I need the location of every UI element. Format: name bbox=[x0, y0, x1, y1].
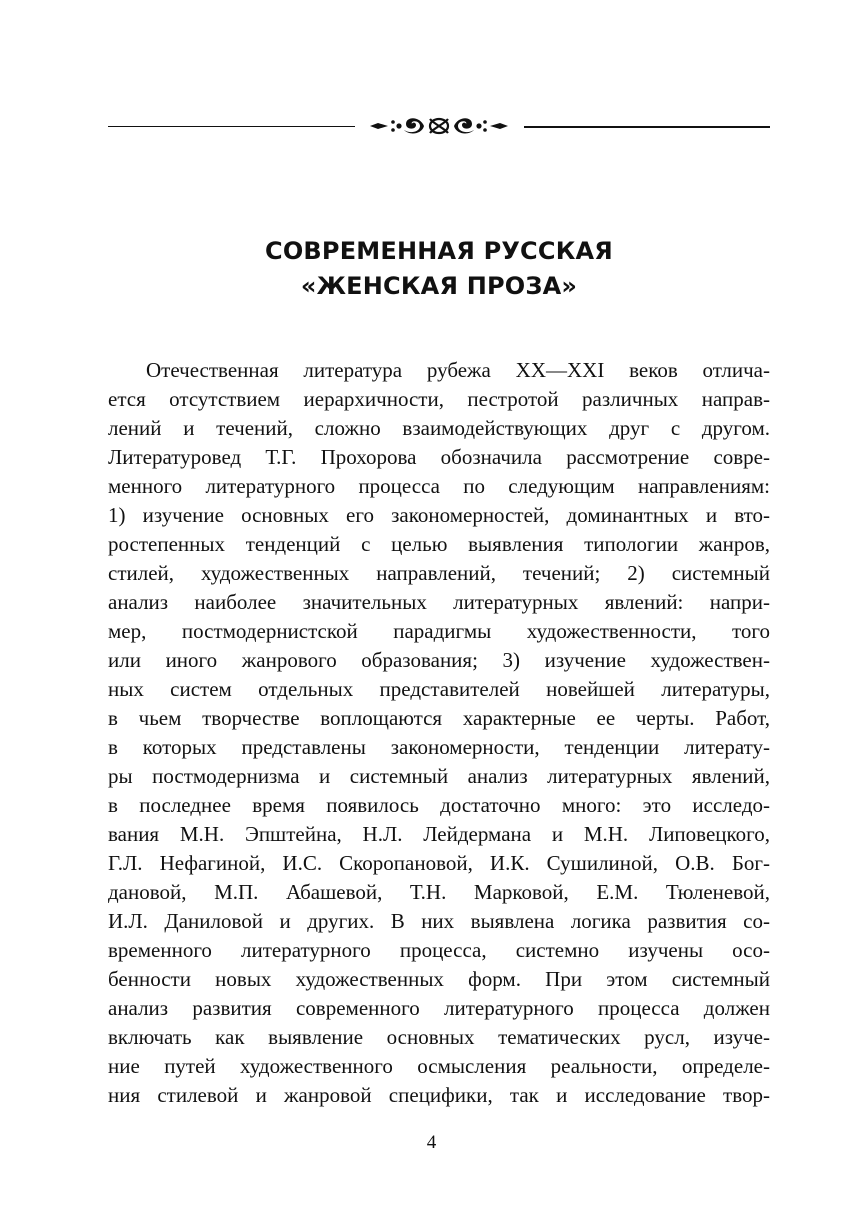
text-line: ных систем отдельных представителей новейшей литературы, bbox=[108, 677, 770, 701]
text-line: ры постмодернизма и системный анализ литературных явлений, bbox=[108, 764, 770, 788]
text-line: ния стилевой и жанровой специфики, так и исследование твор- bbox=[108, 1083, 770, 1107]
chapter-title-line-1: СОВРЕМЕННАЯ РУССКАЯ bbox=[265, 237, 613, 265]
text-line: стилей, художественных направлений, течений; 2) системный bbox=[108, 561, 770, 585]
chapter-title bbox=[108, 234, 770, 304]
right-rule bbox=[524, 126, 770, 128]
page-number: 4 bbox=[426, 1132, 437, 1153]
text-line: анализ развития современного литературного процесса должен bbox=[108, 996, 770, 1020]
decorative-ornament-icon bbox=[366, 110, 512, 142]
text-line: временного литературного процесса, системно изучены осо- bbox=[108, 938, 770, 962]
text-line: ется отсутствием иерархичности, пестротой различных направ- bbox=[108, 387, 770, 411]
text-line: включать как выявление основных тематических русл, изуче- bbox=[108, 1025, 770, 1049]
text-line: ние путей художественного осмысления реальности, определе- bbox=[108, 1054, 770, 1078]
text-line: ростепенных тенденций с целью выявления типологии жанров, bbox=[108, 532, 770, 556]
text-line: 1) изучение основных его закономерностей, доминантных и вто- bbox=[108, 503, 770, 527]
text-line: лений и течений, сложно взаимодействующих друг с другом. bbox=[108, 416, 770, 440]
body-paragraph bbox=[108, 356, 770, 1110]
text-line: мер, постмодернистской парадигмы художественности, того bbox=[108, 619, 770, 643]
text-line: Отечественная литература рубежа XX—XXI веков отлича- bbox=[146, 358, 770, 382]
text-line: в которых представлены закономерности, тенденции литерату- bbox=[108, 735, 770, 759]
text-line: И.Л. Даниловой и других. В них выявлена логика развития со- bbox=[108, 909, 770, 933]
text-line: анализ наиболее значительных литературных явлений: напри- bbox=[108, 590, 770, 614]
text-line: бенности новых художественных форм. При этом системный bbox=[108, 967, 770, 991]
left-rule bbox=[108, 126, 355, 127]
chapter-title-line-2: «ЖЕНСКАЯ ПРОЗА» bbox=[300, 272, 578, 300]
text-line: Литературовед Т.Г. Прохорова обозначила рассмотрение совре- bbox=[108, 445, 770, 469]
text-line: дановой, М.П. Абашевой, Т.Н. Марковой, Е.М. Тюленевой, bbox=[108, 880, 770, 904]
text-line: в последнее время появилось достаточно много: это исследо- bbox=[108, 793, 770, 817]
text-line: или иного жанрового образования; 3) изучение художествен- bbox=[108, 648, 770, 672]
text-line: в чьем творчестве воплощаются характерные ее черты. Работ, bbox=[108, 706, 770, 730]
text-line: менного литературного процесса по следующим направлениям: bbox=[108, 474, 770, 498]
text-line: вания М.Н. Эпштейна, Н.Л. Лейдермана и М.Н. Липовецкого, bbox=[108, 822, 770, 846]
header-ornament-row bbox=[108, 108, 770, 144]
text-line: Г.Л. Нефагиной, И.С. Скоропановой, И.К. Сушилиной, О.В. Бог- bbox=[108, 851, 770, 875]
